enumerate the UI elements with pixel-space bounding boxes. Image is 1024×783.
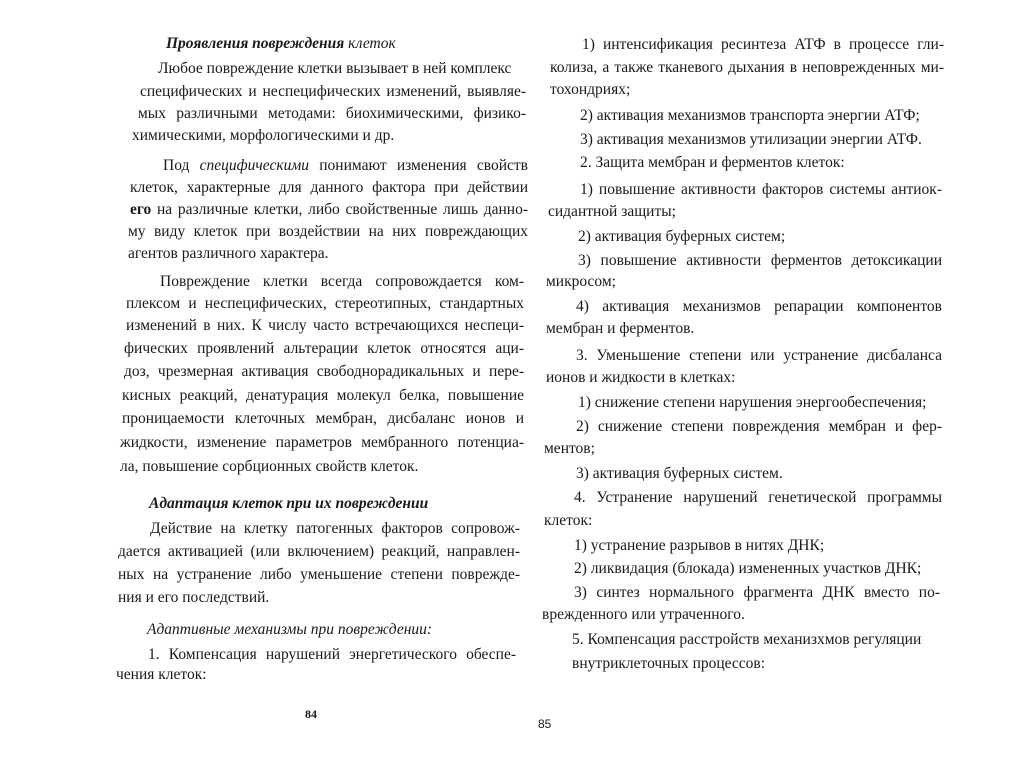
page-number: 85 <box>538 717 552 731</box>
paragraph-line: мембран и ферментов. <box>546 320 695 337</box>
paragraph-line: 1) интенсификация ресинтеза АТФ в процессе гли- <box>582 36 944 53</box>
paragraph-line: 3) активация буферных систем. <box>576 465 783 482</box>
paragraph-line: 5. Компенсация расстройств механизхмов регуляции <box>572 631 922 648</box>
paragraph-line: специфических и неспецифических изменений, выявляе- <box>140 83 526 100</box>
paragraph-line: ния и его последствий. <box>118 589 270 606</box>
paragraph-line: химическими, морфологическими и др. <box>132 127 395 144</box>
paragraph-line: ных на устранение либо уменьшение степени поврежде- <box>118 566 520 583</box>
paragraph-line: 2) активация буферных систем; <box>578 228 786 245</box>
subheading: Адаптивные механизмы при повреждении: <box>147 621 433 638</box>
paragraph-line: жидкости, изменение параметров мембранного потенциа- <box>120 434 524 451</box>
paragraph-line: 1) повышение активности факторов системы антиок- <box>580 181 942 198</box>
paragraph-line: 1) устранение разрывов в нитях ДНК; <box>574 537 825 554</box>
paragraph-line: внутриклеточных процессов: <box>572 655 766 672</box>
paragraph-line: врежденного или утраченного. <box>542 606 745 623</box>
paragraph-line: 2) снижение степени повреждения мембран и фер- <box>576 418 942 435</box>
paragraph-line: плексом и неспецифических, стереотипных, стандартных <box>126 295 524 312</box>
paragraph-line: агентов различного характера. <box>128 245 329 262</box>
paragraph-line: тохондриях; <box>550 81 631 98</box>
paragraph-line: мых различными методами: биохимическими, физико- <box>138 105 526 122</box>
paragraph-line: 3. Уменьшение степени или устранение дисбаланса <box>576 347 942 364</box>
paragraph-line: колиза, а также тканевого дыхания в неповрежденных ми- <box>550 59 944 76</box>
paragraph-line: 4. Устранение нарушений генетической программы <box>574 489 942 506</box>
paragraph-line: му виду клеток при воздействии на них повреждающих <box>128 223 528 240</box>
paragraph-line: изменений в них. К числу часто встречающихся неспеци- <box>126 317 524 334</box>
paragraph-line: клеток, характерные для данного фактора при действии <box>130 179 528 196</box>
paragraph-line: 2. Защита мембран и ферментов клеток: <box>580 154 845 171</box>
paragraph-line: 3) синтез нормального фрагмента ДНК вместо по- <box>574 584 940 601</box>
paragraph-line: дается активацией (или включением) реакций, направлен- <box>118 543 520 560</box>
paragraph-line: 1. Компенсация нарушений энергетического обеспе- <box>148 646 516 663</box>
section-heading: Адаптация клеток при их повреждении <box>149 495 429 512</box>
paragraph-line: фических проявлений альтерации клеток относятся аци- <box>124 340 524 357</box>
paragraph-line: Повреждение клетки всегда сопровождается ком- <box>160 273 524 290</box>
page-number: 84 <box>305 707 317 721</box>
paragraph-line: 1) снижение степени нарушения энергообеспечения; <box>578 394 927 411</box>
paragraph-line: доз, чрезмерная активация свободнорадикальных и пере- <box>124 363 524 380</box>
paragraph-line: Под специфическими понимают изменения свойств <box>163 157 528 174</box>
paragraph-line: 4) активация механизмов репарации компонентов <box>576 298 942 315</box>
paragraph-line: 3) активация механизмов утилизации энергии АТФ. <box>580 131 922 148</box>
paragraph-line: Действие на клетку патогенных факторов сопровож- <box>150 520 520 537</box>
section-heading: Проявления повреждения клеток <box>166 35 396 52</box>
paragraph-line: клеток: <box>544 512 593 529</box>
paragraph-line: ментов; <box>544 440 595 457</box>
paragraph-line: чения клеток: <box>116 666 207 683</box>
paragraph-line: проницаемости клеточных мембран, дисбаланс ионов и <box>122 410 524 427</box>
paragraph-line: кисных реакций, денатурация молекул белка, повышение <box>122 387 524 404</box>
paragraph-line: 2) ликвидация (блокада) измененных участков ДНК; <box>574 560 922 577</box>
paragraph-line: сидантной защиты; <box>548 203 676 220</box>
paragraph-line: Любое повреждение клетки вызывает в ней комплекс <box>158 60 512 77</box>
paragraph-line: ионов и жидкости в клетках: <box>546 369 736 386</box>
paragraph-line: 2) активация механизмов транспорта энергии АТФ; <box>580 107 920 124</box>
paragraph-line: его на различные клетки, либо свойственные лишь данно- <box>130 201 528 218</box>
paragraph-line: микросом; <box>546 273 616 290</box>
paragraph-line: 3) повышение активности ферментов детоксикации <box>578 252 942 269</box>
paragraph-line: ла, повышение сорбционных свойств клеток. <box>120 458 419 475</box>
